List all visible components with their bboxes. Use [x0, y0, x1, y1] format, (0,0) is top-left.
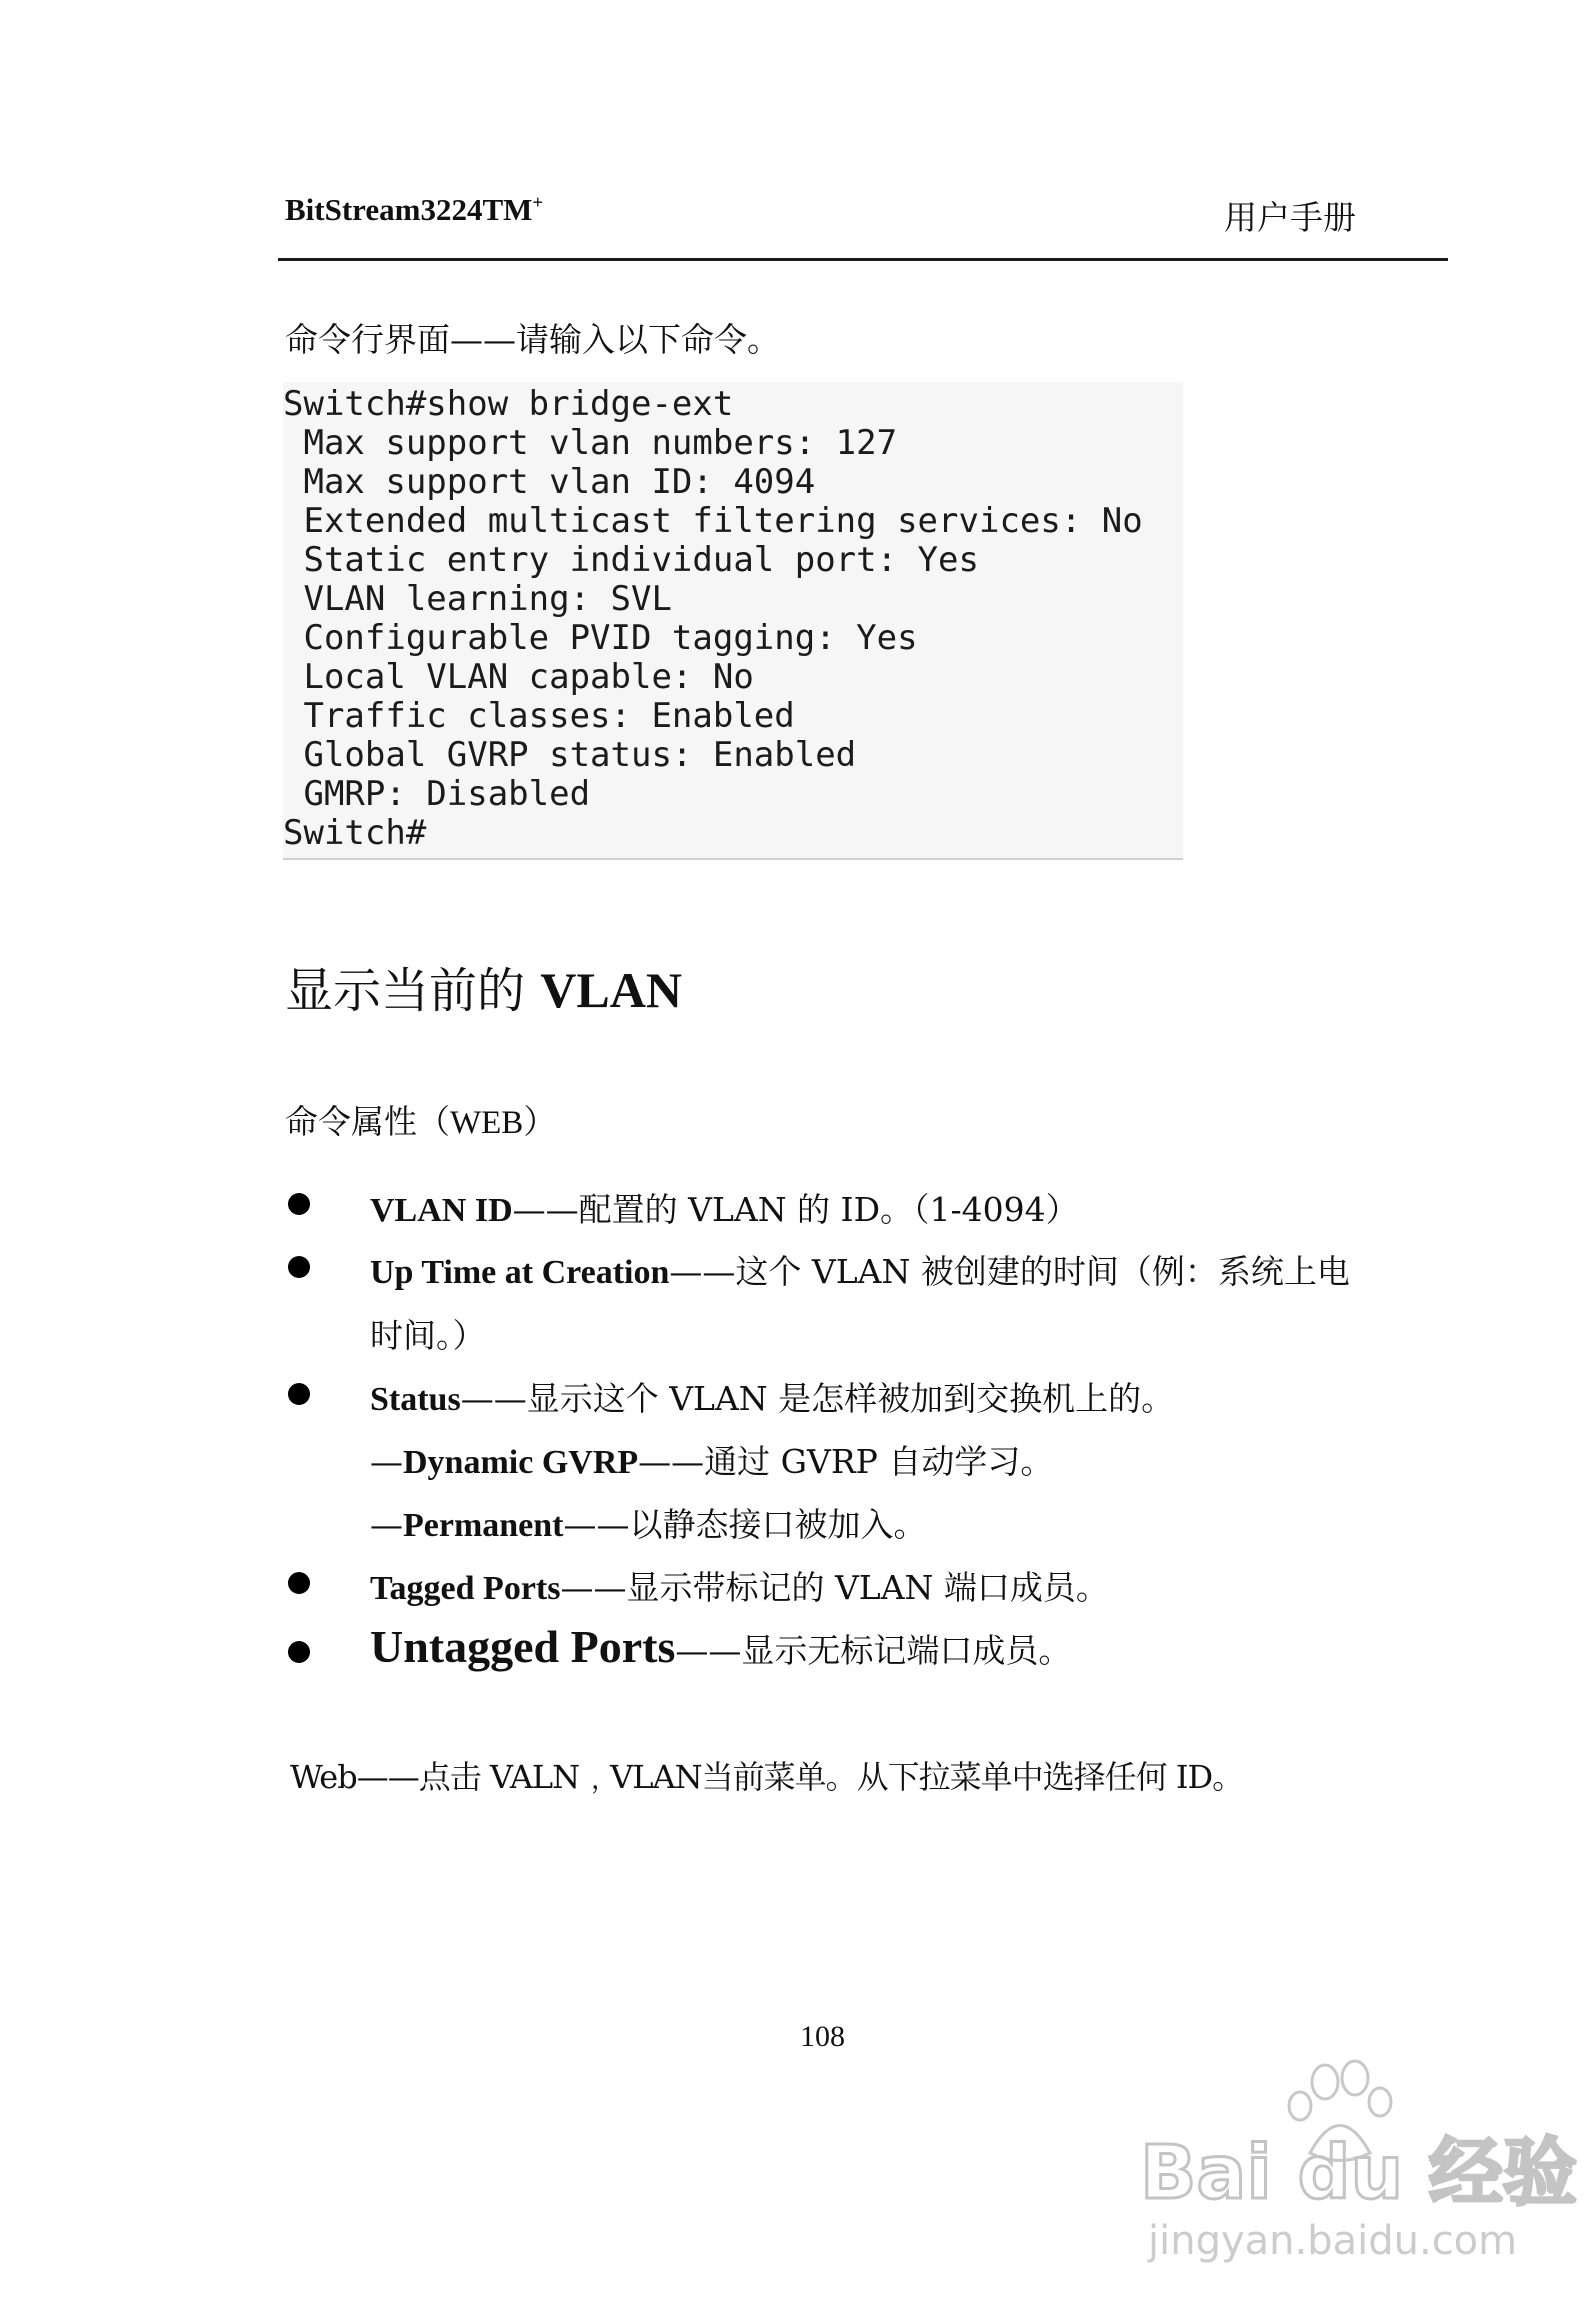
- terminal-line: Configurable PVID tagging: Yes: [283, 618, 918, 658]
- watermark-brand: Bai du 经验: [1140, 2130, 1577, 2216]
- baidu-jingyan-watermark: [1140, 2058, 1577, 2268]
- terminal-line: GMRP: Disabled: [283, 774, 591, 814]
- list-item: Untagged Ports——显示无标记端口成员。: [370, 1621, 1072, 1672]
- terminal-line: VLAN learning: SVL: [283, 579, 672, 619]
- title-superscript: +: [532, 192, 544, 214]
- bullet-icon: [288, 1383, 310, 1405]
- terminal-line: Static entry individual port: Yes: [283, 540, 979, 580]
- list-item: VLAN ID——配置的 VLAN 的 ID。（1-4094）: [370, 1190, 1079, 1229]
- document-title: BitStream3224TM+: [285, 192, 544, 227]
- terminal-line: Switch#show bridge-ext: [283, 384, 734, 424]
- page-number: 108: [800, 2020, 845, 2053]
- list-item: Up Time at Creation——这个 VLAN 被创建的时间（例：系统上电: [370, 1252, 1350, 1291]
- manual-label: 用户手册: [1224, 198, 1356, 237]
- bullet-icon: [288, 1641, 310, 1663]
- list-item-continuation: 时间。）: [370, 1316, 486, 1355]
- sub-item: —Dynamic GVRP——通过 GVRP 自动学习。: [370, 1442, 1054, 1481]
- terminal-line: Extended multicast filtering services: No: [283, 501, 1143, 541]
- cli-intro-text: 命令行界面——请输入以下命令。: [285, 320, 780, 359]
- bullet-icon: [288, 1256, 310, 1278]
- section-title: 显示当前的 VLAN: [285, 962, 682, 1019]
- terminal-line: Max support vlan numbers: 127: [283, 423, 898, 463]
- attributes-label: 命令属性（WEB）: [285, 1102, 557, 1141]
- list-item: Status——显示这个 VLAN 是怎样被加到交换机上的。: [370, 1379, 1175, 1418]
- terminal-line: Switch#: [283, 813, 427, 853]
- terminal-line: Local VLAN capable: No: [283, 657, 754, 697]
- terminal-output: [283, 382, 1183, 860]
- terminal-line: Global GVRP status: Enabled: [283, 735, 857, 775]
- bullet-icon: [288, 1572, 310, 1594]
- watermark-url: jingyan.baidu.com: [1148, 2218, 1518, 2264]
- sub-item: —Permanent——以静态接口被加入。: [370, 1505, 927, 1544]
- list-item: Tagged Ports——显示带标记的 VLAN 端口成员。: [370, 1568, 1109, 1607]
- header-divider: [278, 258, 1448, 261]
- bullet-icon: [288, 1193, 310, 1215]
- web-instruction: Web——点击 VALN﹐VLAN当前菜单。从下拉菜单中选择任何 ID。: [290, 1758, 1244, 1796]
- terminal-line: Traffic classes: Enabled: [283, 696, 795, 736]
- terminal-line: Max support vlan ID: 4094: [283, 462, 816, 502]
